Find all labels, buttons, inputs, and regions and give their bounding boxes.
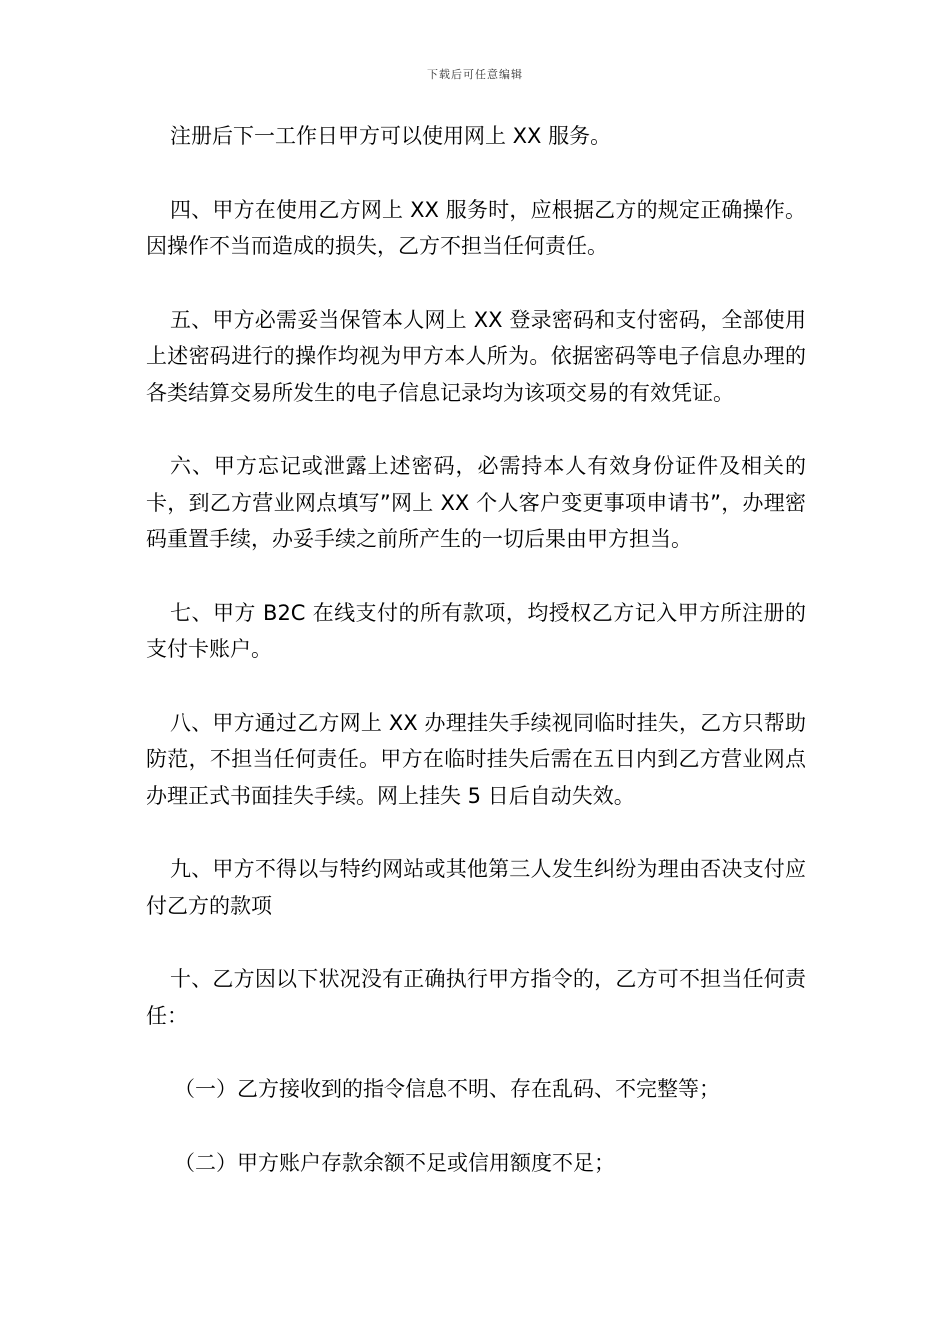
paragraph-clause-6: 六、甲方忘记或泄露上述密码，必需持本人有效身份证件及相关的卡，到乙方营业网点填写”网上 XX 个人客户变更事项申请书”，办理密码重置手续，办妥手续之前所产生的一切后果由甲方担当。 <box>146 454 806 551</box>
page-header: 下载后可任意编辑 <box>427 68 523 81</box>
paragraph-clause-9: 九、甲方不得以与特约网站或其他第三人发生纠纷为理由否决支付应付乙方的款项 <box>146 857 806 918</box>
paragraph-clause-7: 七、甲方 B2C 在线支付的所有款项，均授权乙方记入甲方所注册的支付卡账户。 <box>146 600 806 661</box>
paragraph-subclause-1: （一）乙方接收到的指令信息不明、存在乱码、不完整等； <box>174 1077 720 1101</box>
document-body <box>146 118 806 1218</box>
paragraph-clause-4: 四、甲方在使用乙方网上 XX 服务时，应根据乙方的规定正确操作。因操作不当而造成的损失，乙方不担当任何责任。 <box>146 197 806 258</box>
paragraph-subclause-2: （二）甲方账户存款余额不足或信用额度不足； <box>174 1150 615 1175</box>
paragraph-clause-10: 十、乙方因以下状况没有正确执行甲方指令的，乙方可不担当任何责任： <box>146 967 806 1028</box>
paragraph-registration: 注册后下一工作日甲方可以使用网上 XX 服务。 <box>170 124 612 148</box>
paragraph-clause-5: 五、甲方必需妥当保管本人网上 XX 登录密码和支付密码，全部使用上述密码进行的操作均视为甲方本人所为。依据密码等电子信息办理的各类结算交易所发生的电子信息记录均为该项交易的有效凭证。 <box>146 307 806 405</box>
paragraph-clause-8: 八、甲方通过乙方网上 XX 办理挂失手续视同临时挂失，乙方只帮助防范，不担当任何责任。甲方在临时挂失后需在五日内到乙方营业网点办理正式书面挂失手续。网上挂失 5 日后自动失效。 <box>146 710 806 808</box>
